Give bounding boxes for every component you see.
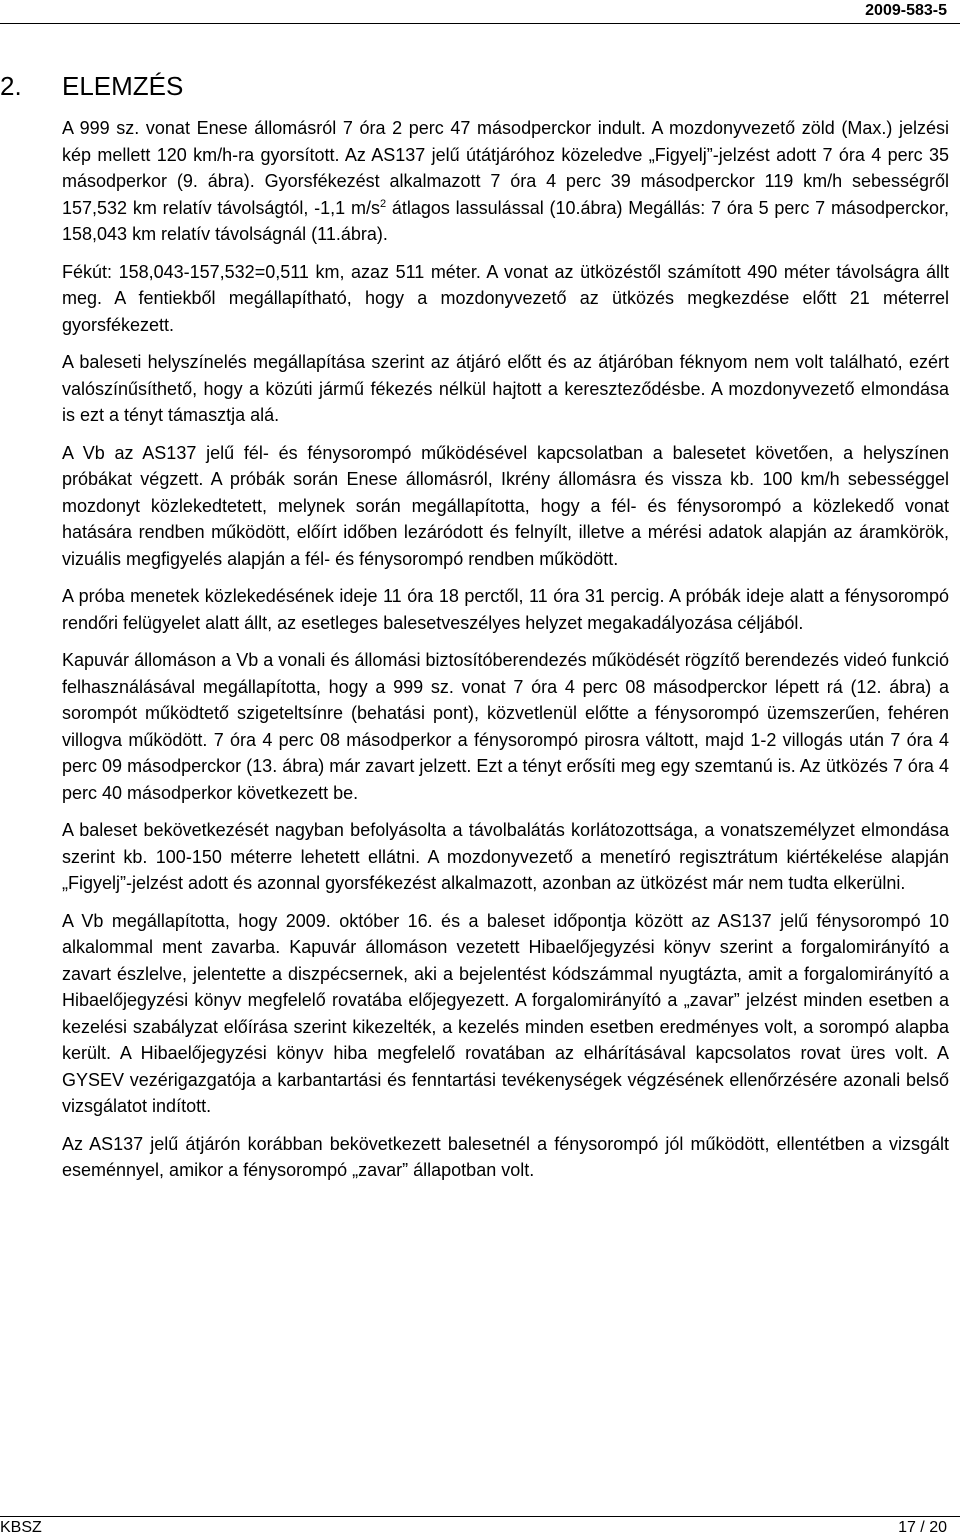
document-id: 2009-583-5 bbox=[865, 2, 947, 19]
paragraph-5: A próba menetek közlekedésének ideje 11 óra 18 perctől, 11 óra 31 percig. A próbák ideje alatt a fénysorompó rendőri felügyelet alatt állt, az esetleges balesetveszélyes helyzet megakadályozása céljából. bbox=[62, 586, 949, 633]
section-number: 2. bbox=[0, 71, 22, 101]
paragraph-4: A Vb az AS137 jelű fél- és fénysorompó működésével kapcsolatban a balesetet követően, a helyszínen próbákat végzett. A próbák során Enese állomásról, Ikrény állomásra és vissza kb. 100 km/h sebességgel mozdonyt közlekedtetett, melynek során megállapította, hogy a fél- és fénysorompó a közlekedő vonat hatására rendben működött, előírt időben lezáródott és felnyílt, illetve a mérési adatok alapján az áramkörök, vizuális megfigyelés alapján a fél- és fénysorompó rendben működött. bbox=[62, 442, 949, 569]
paragraph-9: Az AS137 jelű átjárón korábban bekövetkezett balesetnél a fénysorompó jól működött, ellentétben a vizsgált eseménnyel, amikor a fénysorompó „zavar” állapotban volt. bbox=[62, 1133, 949, 1180]
paragraph-1-part-a: A 999 sz. vonat Enese állomásról 7 óra 2 perc 47 másodperckor indult. A mozdonyvezető zöld (Max.) jelzési kép mellett 120 km/h-ra gyorsított. Az AS137 jelű útátjáróhoz közeledve „Figyelj”-jelzést adott 7 óra 4 perc 35 másodperkor (9. ábra). Gyorsfékezést alkalmazott 7 óra 4 perc 39 másodperckor 119 km/h sebességről 157,532 km relatív távolságtól, -1,1 m/s bbox=[62, 118, 949, 218]
body-text bbox=[62, 115, 949, 1195]
page-number: 17 / 20 bbox=[898, 1519, 947, 1536]
paragraph-6: Kapuvár állomáson a Vb a vonali és állomási biztosítóberendezés működését rögzítő berendezés videó funkció felhasználásával megállapította, hogy a 999 sz. vonat 7 óra 4 perc 08 másodperckor lépett rá (12. ábra) a sorompót működtető szigeteltsínre (behatási pont), közvetlenül előtte a fénysorompó üzemszerűen, fehéren villogva működött. 7 óra 4 perc 08 másodperkor a fénysorompó pirosra váltott, majd 1-2 villogás után 7 óra 4 perc 09 másodperckor (13. ábra) már zavart jelzett. Ezt a tényt erősíti meg egy szemtanú is. Az ütközés 7 óra 4 perc 40 másodperkor következett be. bbox=[62, 650, 949, 803]
exponent: 2 bbox=[379, 197, 387, 210]
paragraph-2: Fékút: 158,043-157,532=0,511 km, azaz 511 méter. A vonat az ütközéstől számított 490 méter távolságra állt meg. A fentiekből megállapítható, hogy a mozdonyvezető az ütközés megkezdése előtt 21 méterrel gyorsfékezett. bbox=[62, 261, 949, 335]
section-heading bbox=[0, 70, 183, 102]
section-title: ELEMZÉS bbox=[62, 71, 184, 101]
header-divider bbox=[0, 23, 960, 24]
paragraph-1-part-b: átlagos lassulással (10.ábra) Megállás: 7 óra 5 perc 7 másodperckor, 158,043 km relatív távolságnál (11.ábra). bbox=[62, 197, 949, 244]
footer-divider bbox=[0, 1516, 960, 1517]
paragraph-3: A baleseti helyszínelés megállapítása szerint az átjáró előtt és az átjáróban féknyom nem volt található, ezért valószínűsíthető, hogy a közúti jármű fékezés nélkül hajtott a kereszteződésbe. A mozdonyvezető elmondása is ezt a tényt támasztja alá. bbox=[62, 352, 949, 425]
paragraph-7: A baleset bekövetkezését nagyban befolyásolta a távolbalátás korlátozottsága, a vonatszemélyzet elmondása szerint kb. 100-150 méterre lehetett ellátni. A mozdonyvezető a menetíró regisztrátum kiértékelése alapján „Figyelj”-jelzést adott és azonnal gyorsfékezést alkalmazott, azonban az ütközést már nem tudta elkerülni. bbox=[62, 820, 949, 893]
paragraph-1 bbox=[62, 115, 949, 248]
paragraph-8: A Vb megállapította, hogy 2009. október 16. és a baleset időpontja között az AS137 jelű fénysorompó 10 alkalommal ment zavarba. Kapuvár állomáson vezetett Hibaelőjegyzési könyv szerint a forgalomirányító a zavart észlelve, jelentette a diszpécsernek, aki a bejelentést kódszámmal nyugtázta, amit a forgalomirányító a Hibaelőjegyzési könyv megfelelő rovatába előjegyezett. A forgalomirányító a „zavar” jelzést minden esetben a kezelési szabályzat előírása szerint kikezelték, a kezelés minden esetben eredményes volt, a sorompó alapba került. A Hibaelőjegyzési könyv hiba megfelelő rovatában az elhárításával kapcsolatos rovat üres volt. A GYSEV vezérigazgatója a karbantartási és fenntartási tevékenységek végzésének ellenőrzésére azonali belső vizsgálatot indított. bbox=[62, 910, 949, 1116]
footer-organization: KBSZ bbox=[0, 1519, 42, 1536]
